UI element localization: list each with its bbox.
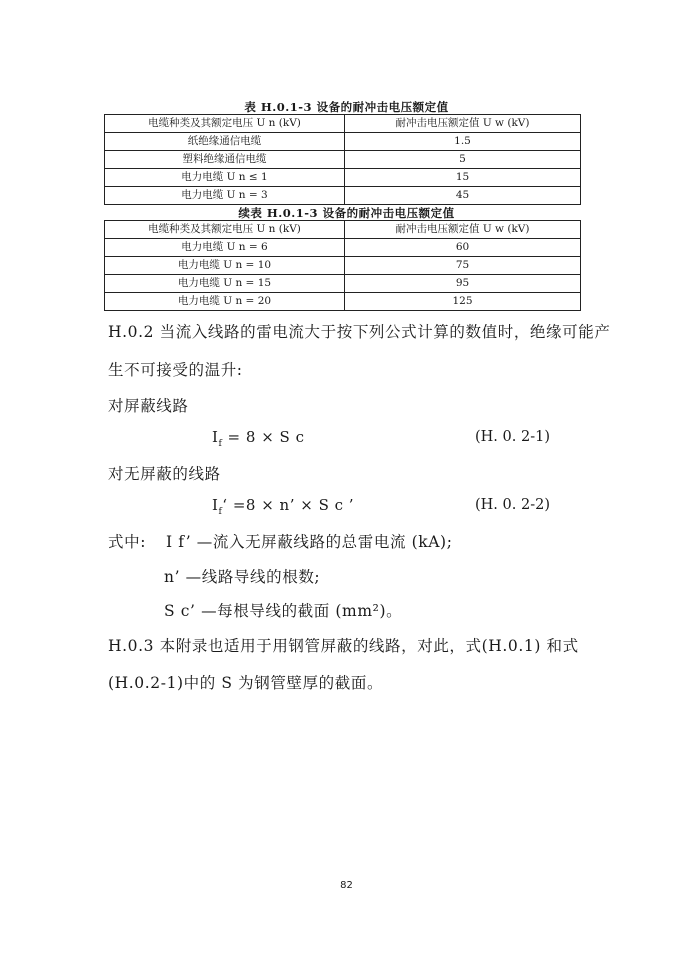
table-row [105,293,581,311]
where-label: 式中: [108,533,147,551]
formula-rhs: = 8 × S c [222,428,305,446]
clause-h02-line2: 生不可接受的温升: [108,361,243,379]
table-header-row [105,221,581,239]
table-row [105,151,581,169]
cable-type-cell: 电力电缆 U n = 10 [105,257,345,275]
cable-type-cell: 塑料绝缘通信电缆 [105,151,345,169]
cable-type-cell: 电力电缆 U n = 15 [105,275,345,293]
voltage-cell: 75 [345,257,581,275]
column-header-cable-type: 电缆种类及其额定电压 U n (kV) [105,221,345,239]
voltage-cell: 60 [345,239,581,257]
table-row [105,275,581,293]
formula-lhs-subscript: f [218,439,223,449]
where-item-total-current: I f’ —流入无屏蔽线路的总雷电流 (kA); [166,533,453,551]
voltage-cell: 95 [345,275,581,293]
voltage-cell: 125 [345,293,581,311]
table-row [105,187,581,205]
where-item-conductor-count: n’ —线路导线的根数; [164,568,321,586]
column-header-rated-voltage: 耐冲击电压额定值 U w (kV) [345,221,581,239]
cable-type-cell: 电力电缆 U n = 6 [105,239,345,257]
shielded-line-heading: 对屏蔽线路 [108,397,189,415]
voltage-cell: 45 [345,187,581,205]
column-header-cable-type: 电缆种类及其额定电压 U n (kV) [105,115,345,133]
voltage-cell: 5 [345,151,581,169]
page-number: 82 [340,880,353,891]
where-item-cross-section: S c’ —每根导线的截面 (mm²)。 [164,602,403,620]
clause-h02-line1: H.0.2 当流入线路的雷电流大于按下列公式计算的数值时，绝缘可能产 [108,323,611,341]
impulse-voltage-table-continued [104,220,581,311]
formula-number-2: (H. 0. 2-2) [475,497,550,513]
cable-type-cell: 电力电缆 U n = 20 [105,293,345,311]
impulse-voltage-table [104,114,581,205]
formula-shielded [212,428,304,449]
voltage-cell: 1.5 [345,133,581,151]
formula-number-1: (H. 0. 2-1) [475,429,550,445]
table1-caption: 表 H.0.1-3 设备的耐冲击电压额定值 [244,100,449,114]
column-header-rated-voltage: 耐冲击电压额定值 U w (kV) [345,115,581,133]
clause-h03-line1: H.0.3 本附录也适用于用钢管屏蔽的线路，对此，式(H.0.1) 和式 [108,637,579,655]
formula-lhs: I [212,496,219,514]
table-row [105,257,581,275]
voltage-cell: 15 [345,169,581,187]
clause-h03-line2: (H.0.2-1)中的 S 为钢管壁厚的截面。 [108,674,384,692]
cable-type-cell: 纸绝缘通信电缆 [105,133,345,151]
table-row [105,133,581,151]
cable-type-cell: 电力电缆 U n ≤ 1 [105,169,345,187]
unshielded-line-heading: 对无屏蔽的线路 [108,465,221,483]
formula-lhs-subscript: f [218,507,223,517]
formula-lhs: I [212,428,219,446]
cable-type-cell: 电力电缆 U n = 3 [105,187,345,205]
table2-caption: 续表 H.0.1-3 设备的耐冲击电压额定值 [238,206,455,220]
formula-rhs: ‘ =8 × n’ × S c ’ [222,496,355,514]
formula-unshielded [212,496,354,517]
table-header-row [105,115,581,133]
table-row [105,239,581,257]
table-row [105,169,581,187]
